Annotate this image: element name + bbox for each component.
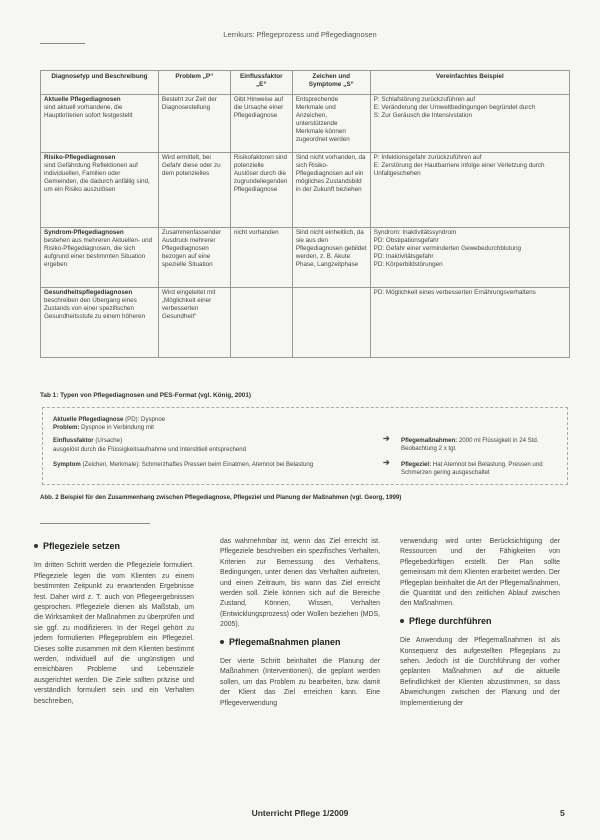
row-description: beschreiben den Übergang eines Zustands von einer spezifischen Gesundheitsstufe zu einem höheren: [44, 297, 146, 320]
col-header-factor: Einflussfaktor „E“: [230, 71, 292, 95]
row-title: Risiko-Pflegediagnosen: [44, 154, 116, 161]
cell-example: [370, 153, 569, 228]
section-divider: [40, 523, 150, 524]
cell-factor: nicht vorhanden: [230, 228, 292, 288]
example-line: E: Veränderung der Umweltbedingungen begründet durch: [373, 104, 536, 111]
cell-problem: Besteht zur Zeit der Diagnosestellung: [158, 95, 230, 153]
section-heading: [220, 637, 380, 647]
cell-factor: Gibt Hinweise auf die Ursache einer Pflegediagnose: [230, 95, 292, 153]
text-column-3: [400, 537, 560, 715]
table-caption: Tab 1: Typen von Pflegediagnosen und PES-Format (vgl. König, 2001): [40, 392, 252, 399]
text-column-2: [220, 537, 380, 715]
cell-symptom: Sind nicht einheitlich, da sie aus den Pflegediagnosen gebildet werden, z. B. Akute Phase, Langzeitphase: [292, 228, 370, 288]
paragraph: verwendung wird unter Berücksichtigung der Ressourcen und der Fähigkeiten von Pflegebedürftigen erstellt. Der Plan sollte gemeinsam mit dem Klienten erarbeitet werden. Der Pflegeplan beinhaltet die Art der Pflegemaßnahmen, die Quantität und den zeitlichen Ablauf zwischen den Maßnahmen.: [400, 538, 560, 608]
cell-problem: Wird eingeleitet mit „Möglichkeit einer verbesserten Gesundheit“: [158, 288, 230, 358]
figure-problem-line: [53, 424, 154, 432]
cell-symptom: Entsprechende Merkmale und Anzeichen, unterstützende Merkmale können zugeordnet werden: [292, 95, 370, 153]
row-description: sind aktuell vorhandene, die Hauptkriterien sofort festgestellt: [44, 104, 133, 119]
figure-measure-value: 2000 ml Flüssigkeit in 24 Std. Beobachtung 2 x tgl.: [401, 437, 539, 452]
figure-diagnosis-value: (PD): Dyspnoe: [125, 416, 166, 423]
cell-type: [41, 228, 159, 288]
page-number: 5: [560, 808, 565, 818]
figure-diagnosis-label: Aktuelle Pflegediagnose: [53, 416, 124, 423]
cell-problem: Wird ermittelt, bei Gefahr diese oder zu dem potenzielles: [158, 153, 230, 228]
goals-heading: Pflegeziele setzen: [43, 541, 121, 551]
arrow-right-icon: ➔: [383, 434, 390, 443]
figure-factor-value: (Ursache): [95, 437, 123, 444]
journal-footer: Unterricht Pflege 1/2009: [251, 808, 349, 818]
figure-problem-label: Problem:: [53, 424, 80, 431]
measures-heading: Pflegemaßnahmen planen: [229, 636, 341, 647]
section-heading: [34, 541, 194, 551]
figure-symptom-line: [53, 461, 373, 469]
example-line: P: Schlafstörung zurückzuführen auf: [373, 96, 476, 103]
row-title: Syndrom-Pflegediagnosen: [44, 229, 124, 236]
figure-factor-text: ausgelöst durch die Flüssigkeitsaufnahme und Interstitiell entsprechend: [53, 446, 247, 453]
example-line: P: Infektionsgefahr zurückzuführen auf: [373, 154, 482, 161]
perform-heading: Pflege durchführen: [409, 615, 492, 626]
cell-symptom: Sind nicht vorhanden, da sich Risiko-Pflegediagnosen auf ein mögliches Zustandsbild in der Zukunft beziehen: [292, 153, 370, 228]
table-row: [41, 153, 570, 228]
cell-factor: [230, 288, 292, 358]
col-header-symptom: Zeichen und Symptome „S“: [292, 71, 370, 95]
example-line: PD: Körperbildstörungen: [373, 261, 443, 268]
table-row: [41, 288, 570, 358]
figure-goal-value: Hat Atemnot bei Belastung. Pressen und Schmerzen gering ausgeschaltet: [401, 461, 543, 476]
example-line: S: Zur Geräusch die Intensivstation: [373, 112, 473, 119]
cell-type: [41, 95, 159, 153]
cell-factor: Risikofaktoren sind potenzielle Auslöser durch die zugrundeliegenden Pflegediagnose: [230, 153, 292, 228]
col-header-type: Diagnosetyp und Beschreibung: [41, 71, 159, 95]
bullet-icon: [220, 640, 224, 644]
bullet-icon: [34, 544, 38, 548]
running-title: Lernkurs: Pflegeprozess und Pflegediagnosen: [223, 30, 377, 39]
figure-symptom-label: Symptom: [53, 461, 81, 468]
row-description: bestehen aus mehreren Aktuellen- und Risiko-Pflegediagnosen, die sich aufgrund einer bestimmten Situation ergeben: [44, 237, 153, 268]
cell-symptom: [292, 288, 370, 358]
paragraph: Die Anwendung der Pflegemaßnahmen ist als Konsequenz des aufgestellten Pflegeplans zu sehen. Jedoch ist die Durchführung der vorher geplanten Maßnahmen auf die aktuelle Befindlichkeit der Klienten abzustimmen, so dass Abweichungen zwischen der Planung und der Implementierung der: [400, 637, 560, 707]
example-line: PD: Gefahr einer verminderten Gewebedurchblutung: [373, 245, 522, 252]
table-row: [41, 228, 570, 288]
example-line: E: Zerstörung der Hautbarriere infolge einer Verletzung durch Unfallgeschehen: [373, 162, 545, 177]
row-description: sind Gefährdung Reflektionen auf individuellen, Familien oder Gemeinden, die dadurch anfällig sind, um ein Risiko auszulösen: [44, 162, 150, 193]
paragraph: Der vierte Schritt beinhaltet die Planung der Maßnahmen (Interventionen), die geplant werden sollen, um das Problem zu bearbeiten, bzw. damit der Klient das Ziel erreichen kann. Eine Pflegeverwendung: [220, 658, 380, 707]
figure-diagnosis-line: [53, 416, 165, 424]
row-title: Aktuelle Pflegediagnosen: [44, 96, 121, 103]
example-line: Syndrom: Inaktivitätssyndrom: [373, 229, 457, 236]
figure-symptom-value: (Zeichen, Merkmale): Schmerzhaftes Pressen beim Einatmen, Atemnot bei Belastung: [82, 461, 314, 468]
figure-measure: [401, 437, 561, 453]
text-column-1: [34, 537, 194, 713]
cell-type: [41, 153, 159, 228]
example-line: PD: Obstipationsgefahr: [373, 237, 439, 244]
cell-example: [370, 288, 569, 358]
figure-measure-label: Pflegemaßnahmen:: [401, 437, 458, 444]
table-row: [41, 95, 570, 153]
col-header-problem: Problem „P“: [158, 71, 230, 95]
cell-example: [370, 95, 569, 153]
example-line: PD: Möglichkeit eines verbesserten Ernährungsverhaltens: [373, 289, 536, 296]
pflegediagnose-table: [40, 70, 570, 358]
figure-problem-value: Dyspnoe in Verbindung mit: [81, 424, 154, 431]
example-line: PD: Inaktivitätsgefahr: [373, 253, 434, 260]
col-header-example: Vereinfachtes Beispiel: [370, 71, 569, 95]
cell-example: [370, 228, 569, 288]
bullet-icon: [400, 619, 404, 623]
row-title: Gesundheitspflegediagnosen: [44, 289, 133, 296]
figure-goal-label: Pflegeziel:: [401, 461, 432, 468]
arrow-right-icon: ➔: [383, 458, 390, 467]
section-heading: [400, 616, 560, 626]
cell-problem: Zusammenfassender Ausdruck mehrerer Pflegediagnosen bezogen auf eine spezielle Situation: [158, 228, 230, 288]
figure-goal: [401, 461, 561, 477]
figure-factor-label: Einflussfaktor: [53, 437, 94, 444]
figure-caption: Abb. 2 Beispiel für den Zusammenhang zwischen Pflegediagnose, Pflegeziel und Planung der Maßnahmen (vgl. Georg, 1999): [40, 494, 402, 501]
header-rule: [40, 43, 85, 44]
figure-factor-line: [53, 437, 122, 445]
paragraph: das wahrnehmbar ist, wenn das Ziel erreicht ist. Pflegeziele beschreiben ein spezifisches Verhalten, Kriterien zur Bemessung des Verhaltens, Bedingungen, unter denen das Verhalten auftreten, und einen Zeitraum, bis wann das Ziel erreicht werden soll. Ziele können sich auf die Bereiche Zustand, Können, Wissen, Verhalten (Entwicklungsprozess) oder Wollen beziehen (MDS, 2005).: [220, 538, 380, 629]
paragraph: Im dritten Schritt werden die Pflegeziele formuliert. Pflegeziele legen die vom Klienten zu einem bestimmten Zeitpunkt zu erwartenden Ergebnisse fest. Daher wird z. T. auch von Pflegeergebnissen gesprochen. Pflegeziele dienen als Maßstab, um die Wirksamkeit der Maßnahmen zu überprüfen und sie ggf. zu modifizieren. In der Regel gehört zu jedem formulierten Pflegeproblem ein Pflegeziel. Dieses sollte zusammen mit dem Klienten bestimmt werden, individuell auf die ungünstigen und erreichbaren Probleme und Lebensziele ausgerichtet werden. Die Ziele sollten präzise und verständlich formuliert sein und ein Verhalten beschreiben,: [34, 562, 194, 705]
cell-type: [41, 288, 159, 358]
diagnosis-figure: [42, 407, 568, 485]
